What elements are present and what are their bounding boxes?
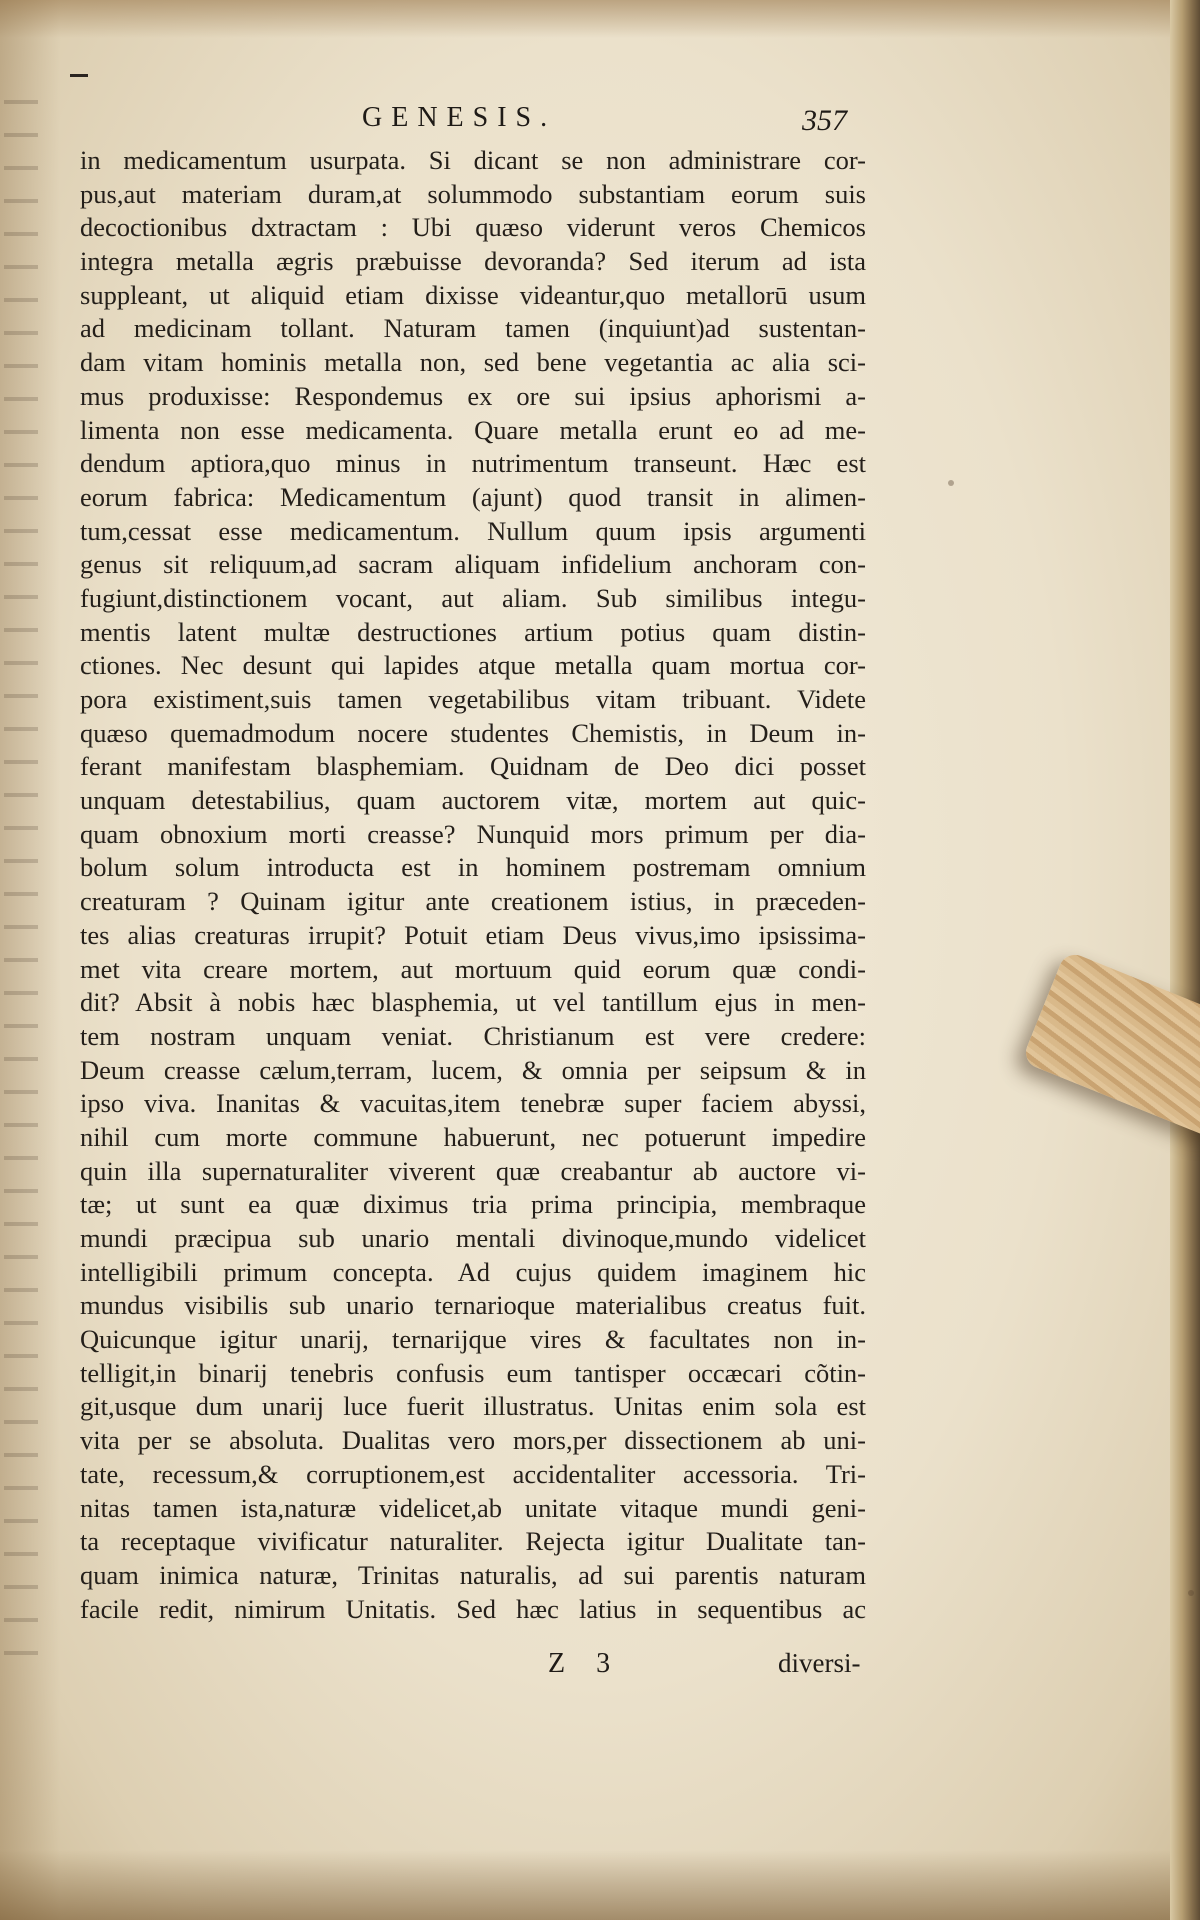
text-line: met vita creare mortem, aut mortuum quid eorum quæ condi- (80, 953, 866, 984)
text-line: git,usque dum unarij luce fuerit illustratus. Unitas enim sola est (80, 1391, 866, 1422)
text-line: mentis latent multæ destructiones artium potius quam distin- (80, 616, 866, 647)
margin-dash (70, 74, 88, 77)
text-line: eorum fabrica: Medicamentum (ajunt) quod transit in alimen- (80, 481, 866, 512)
text-line: quæso quemadmodum nocere studentes Chemistis, in Deum in- (80, 717, 866, 748)
signature-mark: Z 3 (548, 1648, 623, 1679)
paper-spot (1188, 1590, 1194, 1596)
text-line: tate, recessum,& corruptionem,est accidentaliter accessoria. Tri- (80, 1458, 866, 1489)
text-line: dit? Absit à nobis hæc blasphemia, ut vel tantillum ejus in men- (80, 987, 866, 1018)
catchword: diversi- (778, 1648, 861, 1678)
text-line: ferant manifestam blasphemiam. Quidnam de Deo dici posset (80, 751, 866, 782)
text-line: Quicunque igitur unarij, ternarijque vires & facultates non in- (80, 1324, 866, 1355)
text-line: tem nostram unquam veniat. Christianum est vere credere: (80, 1020, 866, 1051)
text-line: ctiones. Nec desunt qui lapides atque metalla quam mortua cor- (80, 650, 866, 681)
page-number: 357 (802, 104, 847, 137)
text-line: suppleant, ut aliquid etiam dixisse videantur,quo metallorū usum (80, 279, 866, 310)
text-line: ta receptaque vivificatur naturaliter. Rejecta igitur Dualitate tan- (80, 1526, 866, 1557)
text-line: ipso viva. Inanitas & vacuitas,item tenebræ super faciem abyssi, (80, 1088, 866, 1119)
text-line: vita per se absoluta. Dualitas vero mors,per dissectionem ab uni- (80, 1425, 866, 1456)
text-line: facile redit, nimirum Unitatis. Sed hæc latius in sequentibus ac (80, 1593, 866, 1624)
text-line: mundi præcipua sub unario mentali divinoque,mundo videlicet (80, 1223, 866, 1253)
text-line: genus sit reliquum,ad sacram aliquam infidelium anchoram con- (80, 549, 866, 580)
text-line: fugiunt,distinctionem vocant, aut aliam. Sub similibus integu- (80, 582, 866, 613)
text-line: tes alias creaturas irrupit? Potuit etiam Deus vivus,imo ipsissima- (80, 919, 866, 950)
text-line: nihil cum morte commune habuerunt, nec potuerunt impedire (80, 1121, 866, 1152)
text-line: intelligibili primum concepta. Ad cujus quidem imaginem hic (80, 1256, 866, 1287)
top-stain (0, 0, 1200, 38)
text-line: quin illa supernaturaliter viverent quæ creabantur ab auctore vi- (80, 1155, 866, 1186)
text-line: mundus visibilis sub unario ternarioque materialibus creatus fuit. (80, 1290, 866, 1321)
page-edge (1170, 0, 1200, 1920)
text-line: quam obnoxium morti creasse? Nunquid mors primum per dia- (80, 818, 866, 849)
text-line: pora existiment,suis tamen vegetabilibus vitam tribuant. Videte (80, 684, 866, 714)
text-line: mus produxisse: Respondemus ex ore sui ipsius aphorismi a- (80, 380, 866, 411)
text-line: dam vitam hominis metalla non, sed bene vegetantia ac alia sci- (80, 347, 866, 378)
text-line: creaturam ? Quinam igitur ante creationem istius, in præceden- (80, 886, 866, 917)
text-line: limenta non esse medicamenta. Quare metalla erunt eo ad me- (80, 414, 866, 445)
text-line: quam inimica naturæ, Trinitas naturalis, ad sui parentis naturam (80, 1559, 866, 1590)
text-line: ad medicinam tollant. Naturam tamen (inquiunt)ad sustentan- (80, 313, 866, 344)
text-line: dendum aptiora,quo minus in nutrimentum transeunt. Hæc est (80, 448, 866, 479)
text-line: tæ; ut sunt ea quæ diximus tria prima principia, membraque (80, 1189, 866, 1220)
text-line: nitas tamen ista,naturæ videlicet,ab unitate vitaque mundi geni- (80, 1492, 866, 1523)
text-line: telligit,in binarij tenebris confusis eum tantisper occæcari cõtin- (80, 1357, 866, 1388)
show-through-text (4, 100, 38, 1660)
running-head: GENESIS. (362, 102, 557, 133)
text-line: in medicamentum usurpata. Si dicant se non administrare cor- (80, 145, 866, 175)
body-text (80, 144, 866, 1626)
text-line: tum,cessat esse medicamentum. Nullum quum ipsis argumenti (80, 515, 866, 546)
text-line: unquam detestabilius, quam auctorem vitæ, mortem aut quic- (80, 785, 866, 816)
text-line: decoctionibus dxtractam : Ubi quæso viderunt veros Chemicos (80, 212, 866, 243)
bottom-stain (0, 1850, 1200, 1920)
text-line: Deum creasse cælum,terram, lucem, & omnia per seipsum & in (80, 1054, 866, 1085)
text-line: bolum solum introducta est in hominem postremam omnium (80, 852, 866, 883)
text-line: integra metalla ægris præbuisse devoranda? Sed iterum ad ista (80, 246, 866, 277)
paper-spot (948, 480, 954, 486)
text-line: pus,aut materiam duram,at solummodo substantiam eorum suis (80, 178, 866, 209)
